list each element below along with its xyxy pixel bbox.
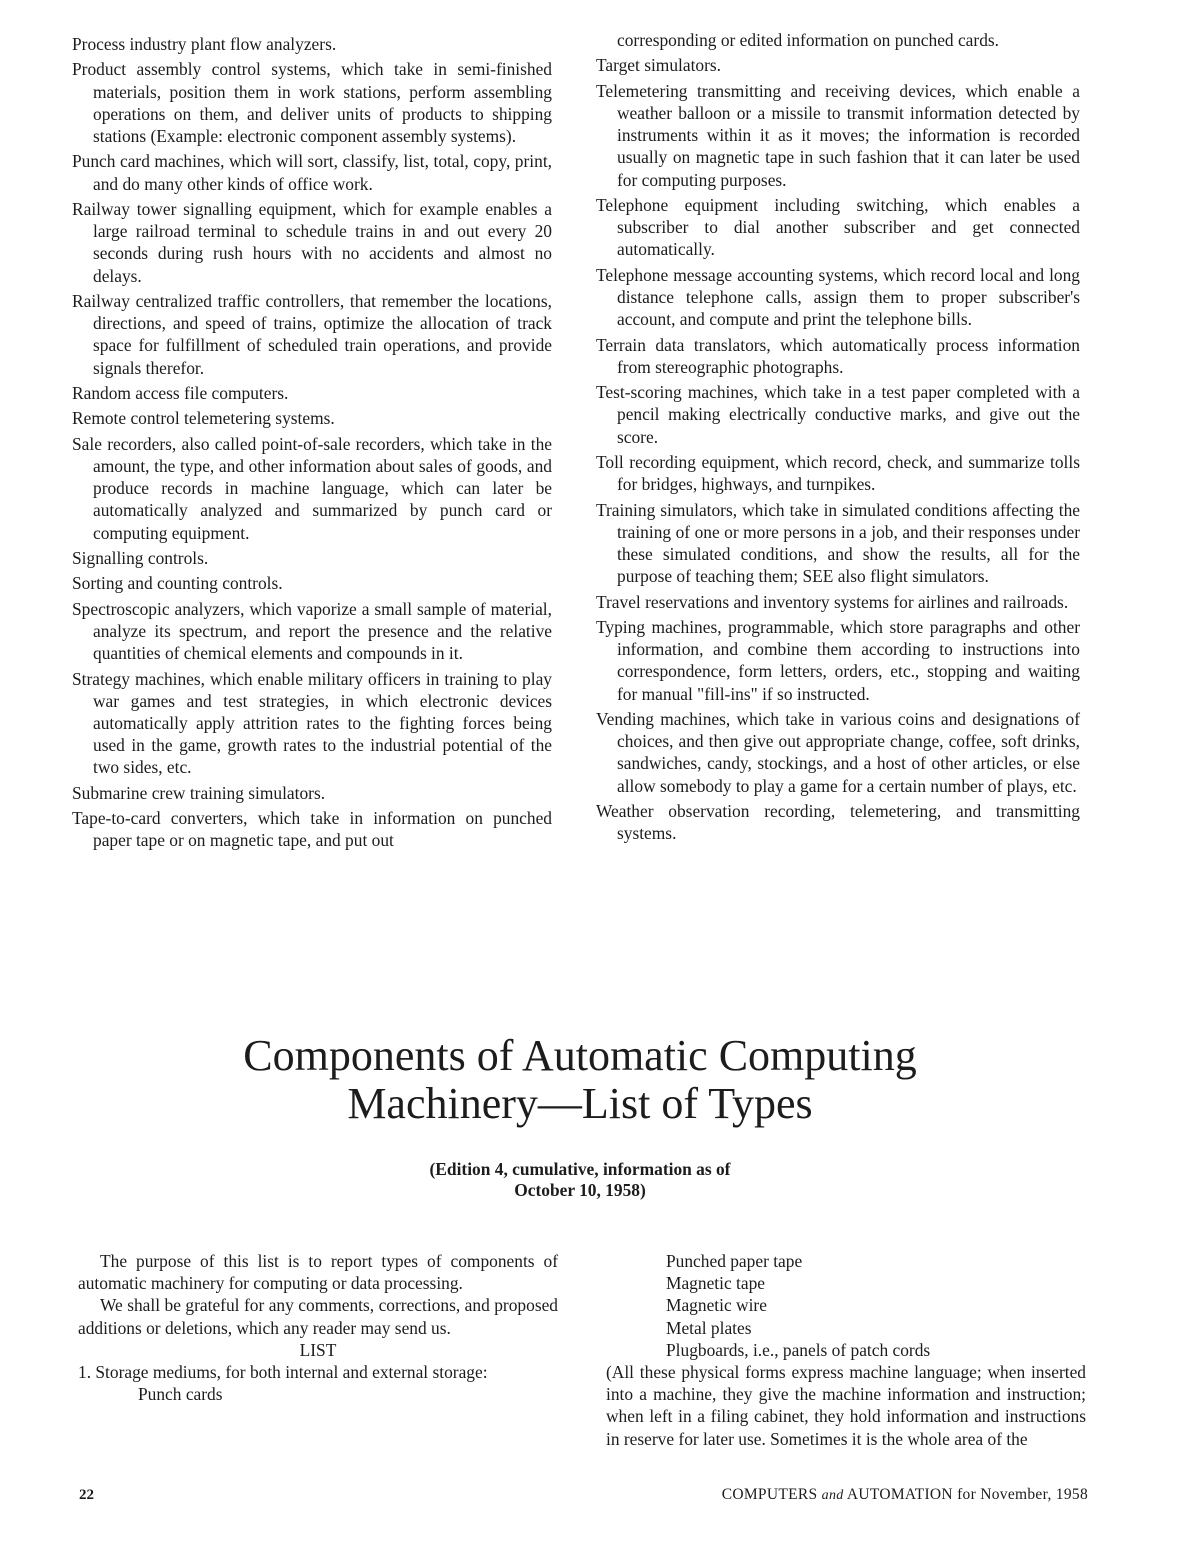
list-item: Vending machines, which take in various coins and designations of choices, and then give out appropriate change, coffee, soft drinks, sandwiches, candy, stockings, and a host of other articles, or else allow somebody to play a game for a certain number of plays, etc.	[596, 708, 1080, 796]
list-item: Telephone equipment including switching, which enables a subscriber to dial another subscriber and get connected automatically.	[596, 194, 1080, 260]
sub-list-item: Punched paper tape	[666, 1251, 803, 1271]
list-item: Weather observation recording, telemetering, and transmitting systems.	[596, 800, 1080, 844]
page-number: 22	[79, 1487, 94, 1503]
list-item: Submarine crew training simulators.	[72, 782, 326, 803]
list-item: Toll recording equipment, which record, check, and summarize tolls for bridges, highways, and turnpikes.	[596, 451, 1080, 495]
list-item: Punch card machines, which will sort, classify, list, total, copy, print, and do many other kinds of office work.	[72, 151, 552, 194]
list-item: Signalling controls.	[72, 547, 209, 568]
article-title-line1: Components of Automatic Computing	[243, 1031, 917, 1080]
list-item: Product assembly control systems, which take in semi-finished materials, position them in work stations, perform assembling operations on them, and deliver units of products to shipping stations (Example: electronic component assembly systems).	[72, 59, 552, 146]
list-item: Sale recorders, also called point-of-sale recorders, which take in the amount, the type, and other information about sales of goods, and produce records in machine language, which can later be automatically analyzed and summarized by punch card or computing equipment.	[72, 433, 552, 543]
bottom-right-column	[606, 1250, 1086, 1450]
footer-pub-part1: COMPUTERS	[721, 1486, 818, 1503]
list-item: Strategy machines, which enable military officers in training to play war games and test strategies, in which electronic devices automatically apply attrition rates to the fighting forces being used in the game, growth rates to the industrial potential of the two sides, etc.	[72, 668, 552, 778]
article-subtitle	[330, 1159, 830, 1201]
list-item: Spectroscopic analyzers, which vaporize a small sample of material, analyze its spectrum, and report the presence and the relative quantities of chemical elements and compounds in it.	[72, 598, 552, 664]
list-item: Travel reservations and inventory systems for airlines and railroads.	[596, 591, 1069, 612]
article-subtitle-line2: October 10, 1958)	[514, 1180, 646, 1200]
list-item: Typing machines, programmable, which store paragraphs and other information, and combine them according to instructions into correspondence, form letters, orders, etc., stopping and waiting for manual "fill-ins" if so instructed.	[596, 616, 1080, 704]
list-item: Railway tower signalling equipment, which for example enables a large railroad terminal to schedule trains in and out every 20 seconds during rush hours with no accidents and almost no delays.	[72, 198, 552, 286]
list-item: Random access file computers.	[72, 382, 289, 403]
footer-pub-part2: AUTOMATION for November, 1958	[846, 1486, 1088, 1503]
list-item: Telemetering transmitting and receiving devices, which enable a weather balloon or a missile to transmit information detected by instruments within it as it moves; the information is recorded usually on magnetic tape in such fashion that it can later be used for computing purposes.	[596, 80, 1080, 190]
request-paragraph: We shall be grateful for any comments, corrections, and proposed additions or deletions, which any reader may send us.	[78, 1295, 558, 1338]
top-left-column	[72, 33, 552, 855]
list-item: Test-scoring machines, which take in a test paper completed with a pencil making electrically conductive marks, and give out the score.	[596, 382, 1080, 447]
list-heading: LIST	[299, 1339, 337, 1360]
article-title-line2: Machinery—List of Types	[347, 1079, 813, 1128]
article-subtitle-line1: (Edition 4, cumulative, information as of	[429, 1159, 731, 1179]
explanation-paragraph: (All these physical forms express machine language; when inserted into a machine, they give the machine information and instruction; when left in a filing cabinet, they hold information and instructions in reserve for later use. Sometimes it is the whole area of the	[606, 1362, 1086, 1449]
footer-pub-and: and	[821, 1488, 844, 1503]
intro-paragraph: The purpose of this list is to report types of components of automatic machinery for computing or data processing.	[78, 1251, 558, 1294]
list-item: Terrain data translators, which automatically process information from stereographic photographs.	[596, 334, 1080, 377]
list-item: Sorting and counting controls.	[72, 573, 283, 594]
sub-list-item: Plugboards, i.e., panels of patch cords	[666, 1339, 931, 1360]
sub-list-item: Metal plates	[666, 1317, 752, 1338]
list-item-storage-mediums: 1. Storage mediums, for both internal and external storage:	[78, 1362, 488, 1383]
list-item-continuation: corresponding or edited information on punched cards.	[617, 30, 999, 50]
bottom-left-column	[78, 1250, 558, 1405]
list-item: Target simulators.	[596, 55, 722, 76]
article-title	[150, 1032, 1010, 1128]
sub-list-item: Magnetic tape	[666, 1273, 765, 1294]
list-item: Railway centralized traffic controllers, that remember the locations, directions, and speed of trains, optimize the allocation of track space for fulfillment of scheduled train operations, and provide signals therefor.	[72, 290, 552, 378]
sub-list-item: Punch cards	[138, 1384, 223, 1405]
list-item: Remote control telemetering systems.	[72, 408, 335, 429]
list-item: Process industry plant flow analyzers.	[72, 34, 337, 54]
list-item: Training simulators, which take in simulated conditions affecting the training of one or more persons in a job, and their responses under these simulated conditions, and show the results, all for the purpose of teaching them; SEE also flight simulators.	[596, 499, 1080, 587]
list-item: Telephone message accounting systems, which record local and long distance telephone calls, assign them to proper subscriber's account, and compute and print the telephone bills.	[596, 264, 1080, 330]
sub-list-item: Magnetic wire	[666, 1295, 767, 1316]
list-item: Tape-to-card converters, which take in information on punched paper tape or on magnetic tape, and put out	[72, 808, 552, 851]
top-right-column	[596, 29, 1080, 848]
running-footer	[722, 1486, 1088, 1504]
